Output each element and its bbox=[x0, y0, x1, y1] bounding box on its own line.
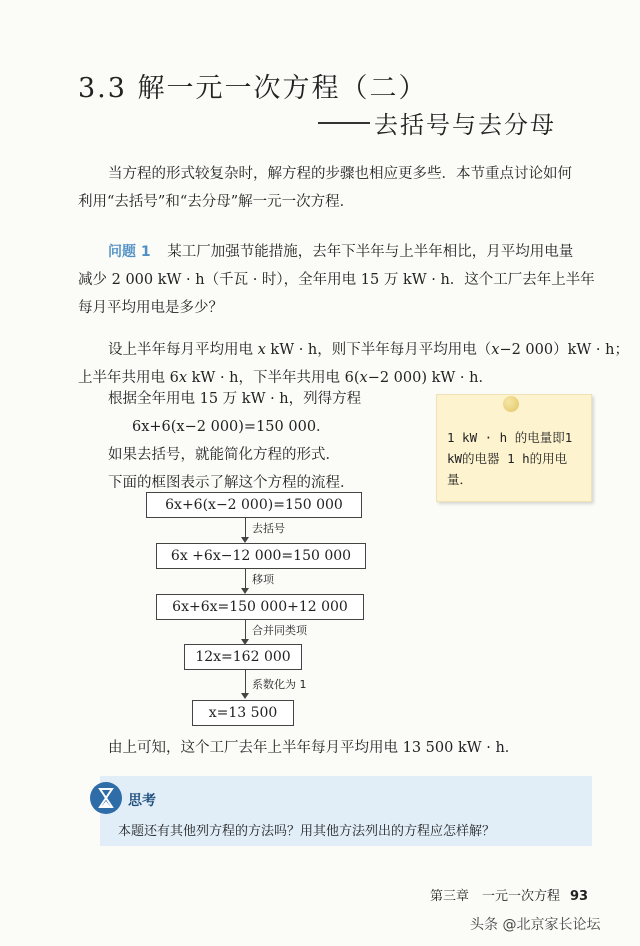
solution-line-1-part-a: 设上半年每月平均用电 bbox=[108, 342, 258, 358]
problem-first-line bbox=[78, 238, 598, 266]
solution-line-2-part-c: −2 000) kW · h． bbox=[367, 370, 493, 386]
problem-line-1: 某工厂加强节能措施，去年下半年与上半年相比，月平均用电量 bbox=[167, 244, 574, 260]
flow-arrow-line-2 bbox=[245, 568, 246, 590]
solution-line-2-part-b: kW · h，下半年共用电 6( bbox=[187, 370, 360, 386]
think-label: 思考 bbox=[128, 793, 156, 809]
problem-label: 问题 1 bbox=[108, 244, 151, 260]
variable-x: x bbox=[178, 370, 188, 386]
flow-box-2: 6x +6x−12 000=150 000 bbox=[156, 543, 366, 569]
solution-line-1 bbox=[78, 336, 629, 364]
section-title: 3.3 解一元一次方程（二） bbox=[78, 73, 428, 104]
intro-paragraph bbox=[78, 160, 598, 216]
flow-step-3: 合并同类项 bbox=[252, 624, 307, 637]
solution-setup bbox=[78, 336, 629, 392]
pushpin-icon bbox=[503, 396, 519, 412]
flow-box-1: 6x+6(x−2 000)=150 000 bbox=[146, 492, 362, 518]
sticky-note-text: 1 kW · h 的电量即1 kW的电器 1 h的用电量． bbox=[447, 430, 573, 487]
flow-box-4: 12x=162 000 bbox=[184, 644, 302, 670]
variable-x: x bbox=[359, 370, 368, 386]
solution-continued bbox=[108, 385, 361, 497]
problem-line-2: 减少 2 000 kW · h（千瓦 · 时），全年用电 15 万 kW · h．这个工厂去年上半年 bbox=[78, 272, 595, 288]
intro-line-2: 利用“去括号”和“去分母”解一元一次方程． bbox=[78, 194, 355, 210]
arrow-down-icon bbox=[241, 693, 249, 699]
flow-box-5: x=13 500 bbox=[192, 700, 294, 726]
solution-line-1-part-c: −2 000）kW · h； bbox=[499, 342, 629, 358]
problem-paragraph bbox=[78, 238, 598, 322]
hourglass-icon bbox=[90, 782, 122, 814]
solution-line-2-part-a: 上半年共用电 6 bbox=[78, 370, 179, 386]
conclusion: 由上可知，这个工厂去年上半年每月平均用电 13 500 kW · h． bbox=[108, 740, 520, 756]
subtitle-dash bbox=[318, 122, 370, 124]
flow-box-3: 6x+6x=150 000+12 000 bbox=[156, 594, 364, 620]
think-text: 本题还有其他列方程的方法吗？用其他方法列出的方程应怎样解？ bbox=[118, 824, 496, 839]
variable-x: x bbox=[257, 342, 266, 358]
flow-arrow-line-4 bbox=[245, 669, 246, 695]
flow-step-4: 系数化为 1 bbox=[252, 678, 307, 691]
solution-line-3: 根据全年用电 15 万 kW · h，列得方程 bbox=[108, 391, 362, 407]
problem-line-3: 每月平均用电是多少？ bbox=[78, 300, 223, 316]
flow-arrow-line-1 bbox=[245, 517, 246, 539]
solution-line-4: 如果去括号，就能简化方程的形式． bbox=[108, 447, 340, 463]
chapter-title: 第三章 一元一次方程 bbox=[430, 889, 561, 904]
watermark: 头条 @北京家长论坛 bbox=[470, 917, 601, 933]
equation: 6x+6(x−2 000)=150 000． bbox=[132, 419, 331, 435]
section-subtitle bbox=[318, 105, 556, 140]
subtitle-text: 去括号与去分母 bbox=[374, 111, 556, 139]
think-box bbox=[100, 776, 592, 846]
intro-line-1: 当方程的形式较复杂时，解方程的步骤也相应更多些．本节重点讨论如何 bbox=[108, 166, 572, 182]
flow-step-1: 去括号 bbox=[252, 522, 285, 535]
page-footer bbox=[430, 885, 588, 904]
solution-line-5: 下面的框图表示了解这个方程的流程． bbox=[108, 475, 355, 491]
flow-step-2: 移项 bbox=[252, 573, 274, 586]
flow-arrow-line-3 bbox=[245, 619, 246, 641]
page-number: 93 bbox=[570, 889, 589, 904]
solution-line-1-part-b: kW · h，则下半年每月平均用电（ bbox=[265, 342, 492, 358]
variable-x: x bbox=[491, 342, 500, 358]
